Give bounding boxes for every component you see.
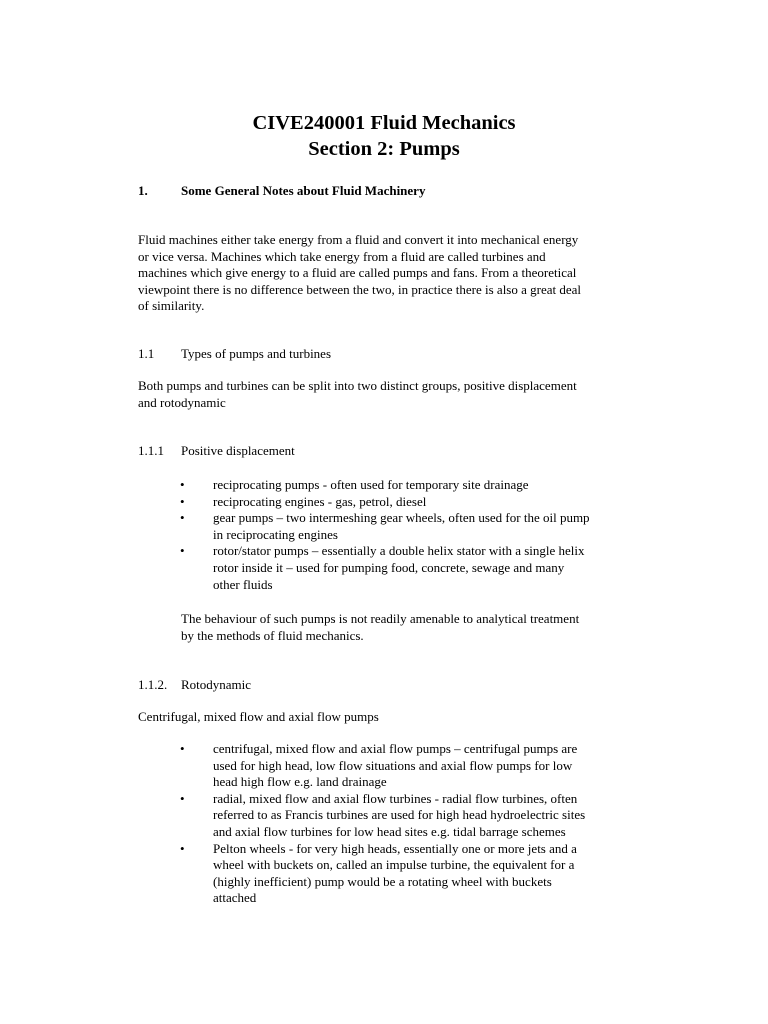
document-title: CIVE240001 Fluid Mechanics <box>252 112 516 134</box>
section-1-paragraph <box>138 232 658 315</box>
list-item-line: centrifugal, mixed flow and axial flow pumps – centrifugal pumps are <box>213 741 578 756</box>
paragraph-line: Both pumps and turbines can be split into two distinct groups, positive displacement <box>138 378 577 393</box>
list-item-line: used for high head, low flow situations and axial flow pumps for low <box>213 757 573 773</box>
list-item <box>180 841 640 907</box>
section-1-1-1-title: Positive displacement <box>181 443 295 458</box>
section-1-1-1-number: 1.1.1 <box>138 443 164 458</box>
list-item-line: wheel with buckets on, called an impulse turbine, the equivalent for a <box>213 857 575 873</box>
section-1-1-2-number: 1.1.2. <box>138 677 168 692</box>
section-1-1-2-title: Rotodynamic <box>181 677 252 692</box>
positive-displacement-note <box>181 611 651 644</box>
list-item-line: in reciprocating engines <box>213 526 338 542</box>
list-item <box>180 543 640 593</box>
list-item-line: (highly inefficient) pump would be a rotating wheel with buckets <box>213 873 552 889</box>
list-item-line: gear pumps – two intermeshing gear wheels, often used for the oil pump <box>213 510 590 526</box>
bullet-icon: • <box>180 741 185 756</box>
list-item-line: referred to as Francis turbines are used for high head hydroelectric sites <box>213 807 586 823</box>
bullet-icon: • <box>180 477 185 492</box>
bullet-icon: • <box>180 543 185 559</box>
list-item <box>180 791 640 841</box>
paragraph-line: machines which give energy to a fluid are called pumps and fans. From a theoretical <box>138 265 577 281</box>
list-item-line: reciprocating engines - gas, petrol, diesel <box>213 493 427 509</box>
paragraph-line: The behaviour of such pumps is not readily amenable to analytical treatment <box>181 611 580 626</box>
rotodynamic-list <box>180 741 640 907</box>
section-1-1-number: 1.1 <box>138 346 155 361</box>
paragraph-line: or vice versa. Machines which take energy from a fluid are called turbines and <box>138 248 546 264</box>
paragraph-line: of similarity. <box>138 298 205 314</box>
paragraph-line: viewpoint there is no difference between the two, in practice there is also a great deal <box>138 281 582 297</box>
bullet-icon: • <box>180 510 185 526</box>
bullet-icon: • <box>180 493 185 509</box>
positive-displacement-list <box>180 477 640 593</box>
list-item <box>180 477 640 494</box>
list-item-line: head high flow e.g. land drainage <box>213 774 387 790</box>
bullet-icon: • <box>180 840 185 856</box>
list-item <box>180 494 640 511</box>
section-1-1-paragraph <box>138 378 658 411</box>
list-item-line: Pelton wheels - for very high heads, essentially one or more jets and a <box>213 840 577 856</box>
list-item <box>180 510 640 543</box>
list-item-line: rotor/stator pumps – essentially a double helix stator with a single helix <box>213 543 585 559</box>
list-item-line: attached <box>213 890 257 906</box>
bullet-icon: • <box>180 790 185 806</box>
section-1-number: 1. <box>138 183 148 198</box>
list-item <box>180 741 640 791</box>
list-item-line: radial, mixed flow and axial flow turbines - radial flow turbines, often <box>213 790 578 806</box>
list-item-line: other fluids <box>213 576 273 592</box>
section-1-1-title: Types of pumps and turbines <box>181 346 332 361</box>
section-1-title: Some General Notes about Fluid Machinery <box>181 183 426 198</box>
list-item-line: and axial flow turbines for low head sites e.g. tidal barrage schemes <box>213 823 566 839</box>
paragraph-line: Fluid machines either take energy from a fluid and convert it into mechanical energy <box>138 232 579 247</box>
list-item-line: reciprocating pumps - often used for temporary site drainage <box>213 477 529 492</box>
document-subtitle: Section 2: Pumps <box>308 138 460 160</box>
paragraph-line: and rotodynamic <box>138 394 226 410</box>
list-item-line: rotor inside it – used for pumping food, concrete, sewage and many <box>213 559 565 575</box>
paragraph-line: by the methods of fluid mechanics. <box>181 627 364 643</box>
rotodynamic-intro: Centrifugal, mixed flow and axial flow pumps <box>138 709 379 724</box>
